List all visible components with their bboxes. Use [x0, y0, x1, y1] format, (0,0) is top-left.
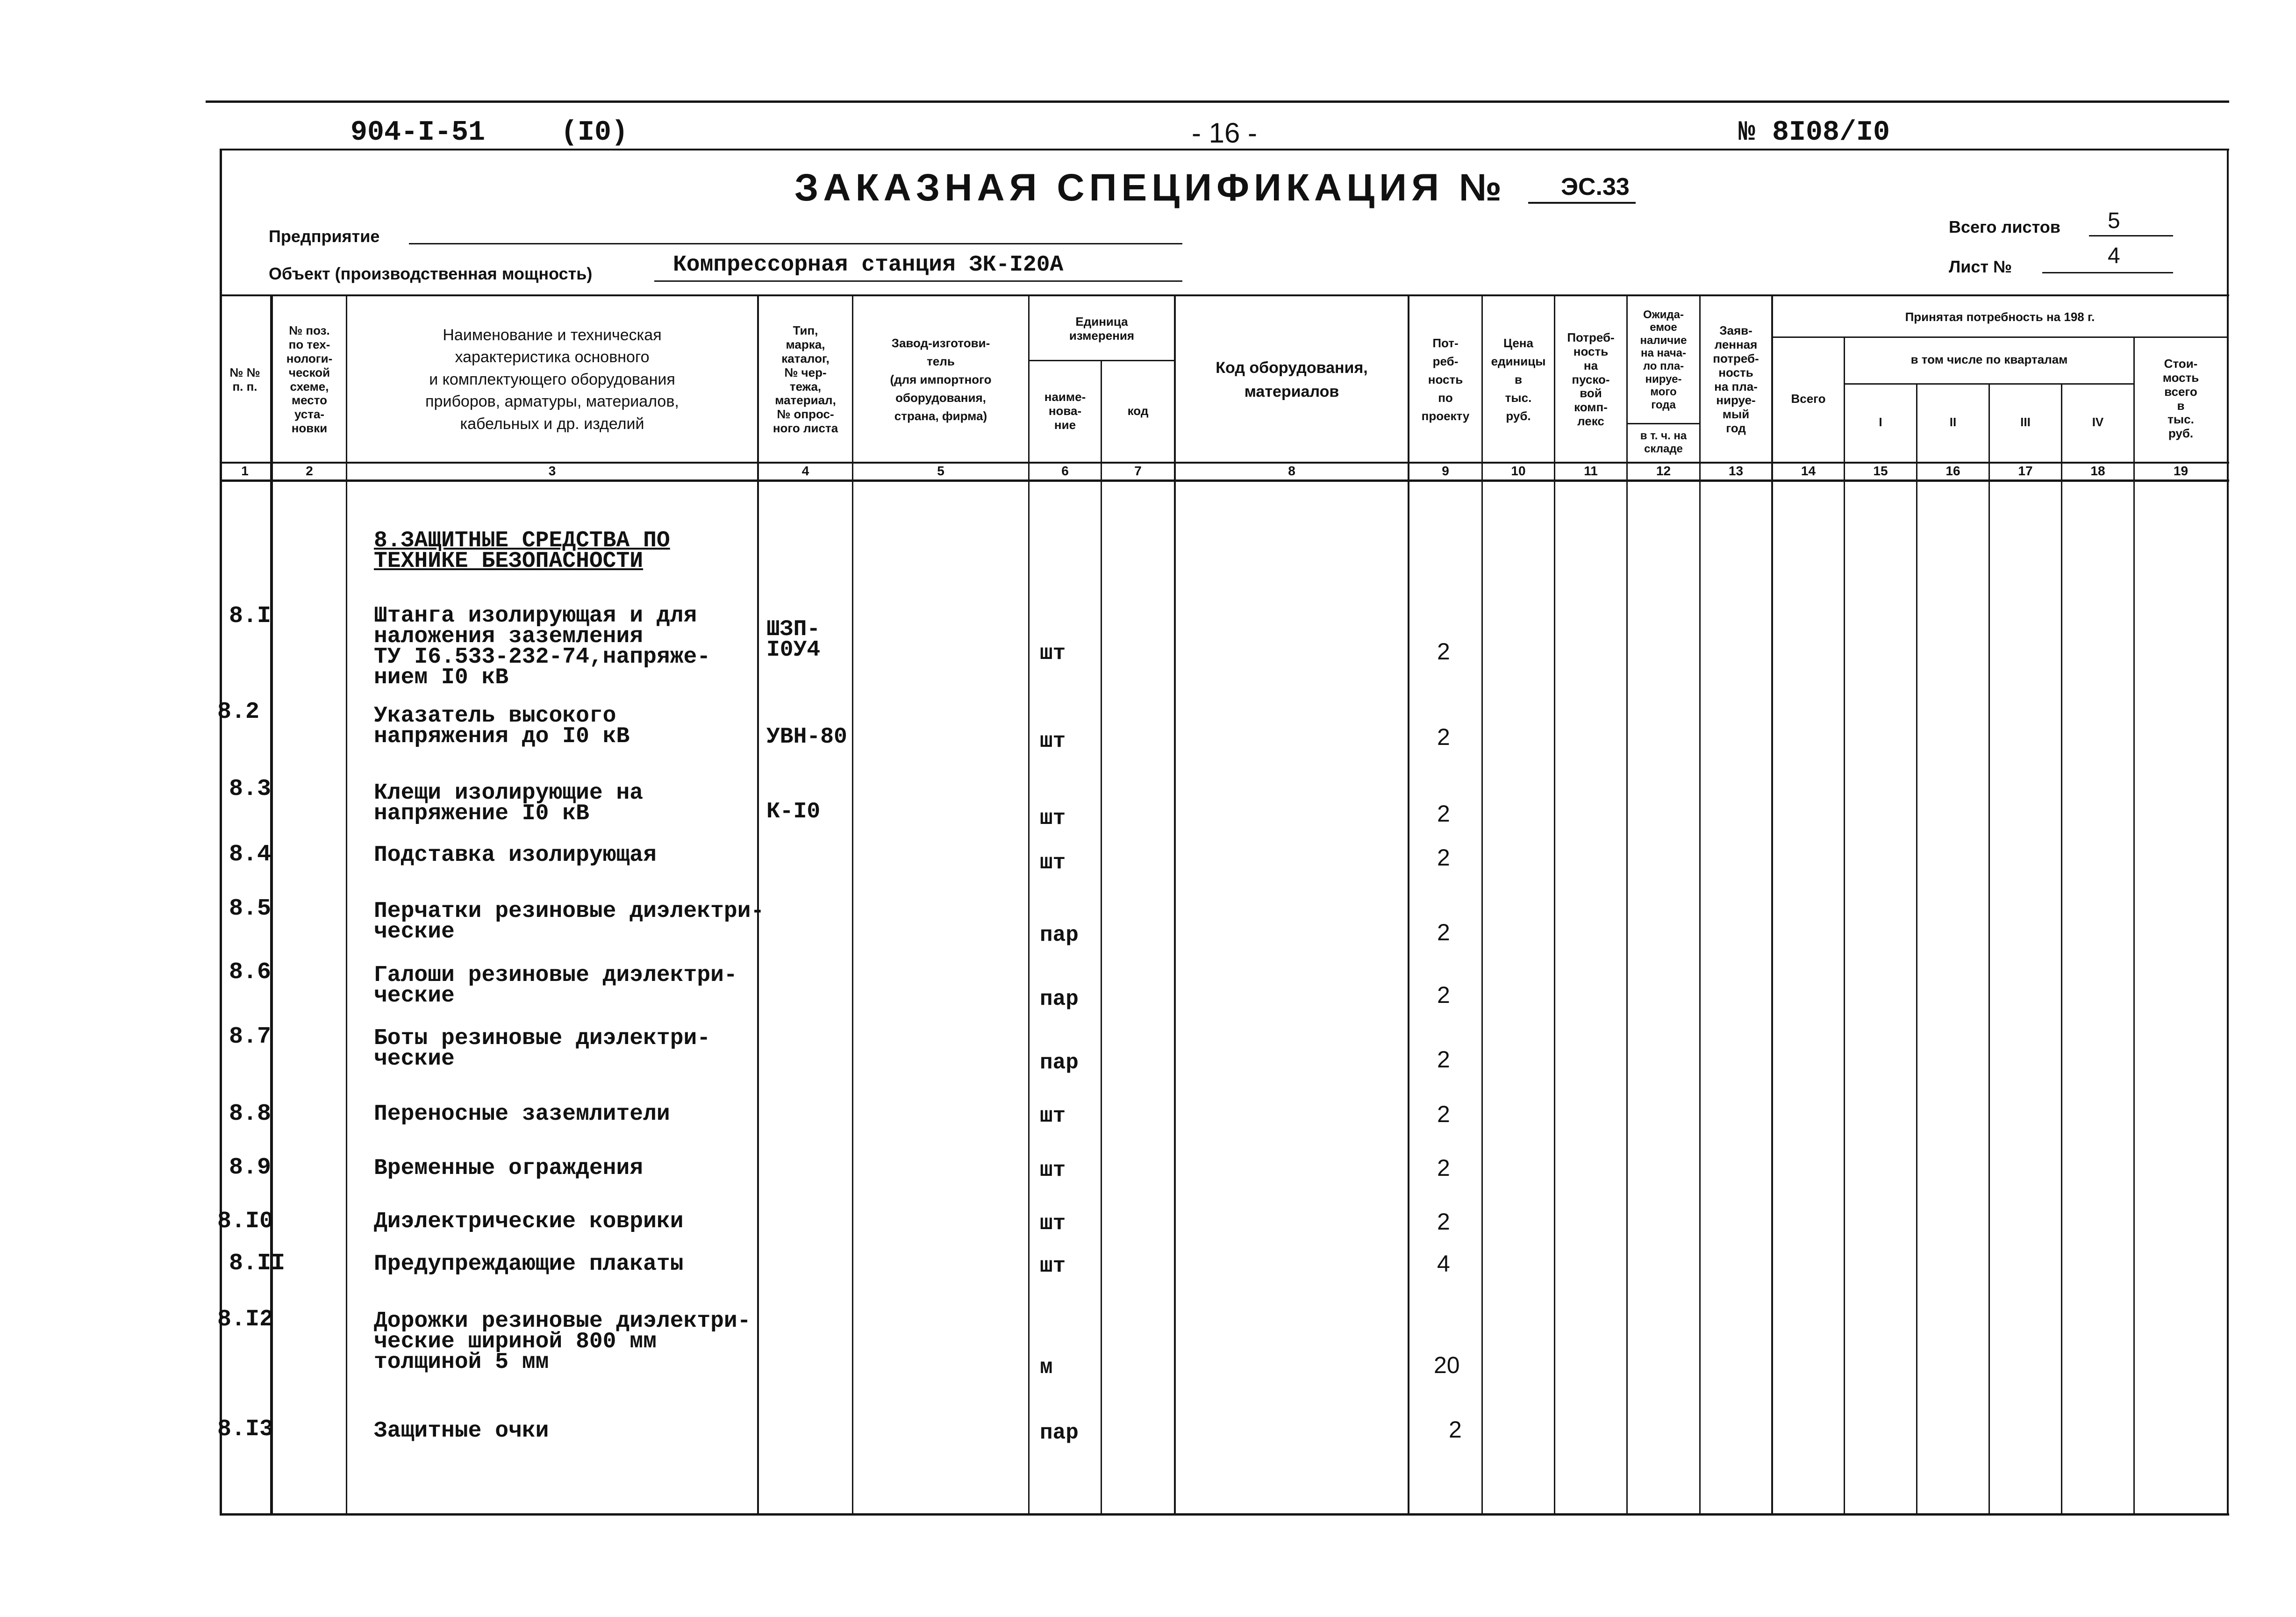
header-accepted: Принятая потребность на 198 г. — [1905, 310, 2095, 324]
row-name: Дорожки резиновые диэлектри- ческие шириной 800 мм толщиной 5 мм — [374, 1309, 751, 1375]
row-name: Боты резиновые диэлектри- ческие — [374, 1026, 711, 1072]
header-total: Всего — [1791, 391, 1826, 406]
spec-number: ЭС.33 — [1561, 173, 1630, 200]
row-number: 8.9 — [229, 1154, 272, 1181]
header-row-number: № № п. п. — [229, 365, 260, 394]
row-unit: шт — [1040, 1158, 1066, 1182]
row-quantity: 2 — [1437, 1046, 1450, 1073]
header-type: Тип, марка, каталог, № чер- тежа, материал, № опрос- ного листа — [772, 323, 838, 436]
header-in-stock: в т. ч. на складе — [1640, 429, 1687, 455]
row-number: 8.I2 — [217, 1306, 274, 1333]
row-unit: пар — [1040, 1421, 1079, 1445]
row-quantity: 2 — [1437, 1101, 1450, 1127]
row-name: Переносные заземлители — [374, 1102, 670, 1127]
row-quantity: 20 — [1434, 1352, 1460, 1378]
column-number: 9 — [1442, 464, 1449, 478]
enterprise-line — [409, 243, 1182, 244]
column-number: 18 — [2090, 464, 2105, 478]
header-q2: II — [1949, 415, 1957, 429]
row-quantity: 2 — [1449, 1417, 1462, 1443]
row-name: Указатель высокого напряжения до I0 кВ — [374, 703, 630, 749]
frame-right — [2227, 149, 2229, 1516]
column-number: 6 — [1061, 464, 1069, 478]
row-unit: м — [1040, 1355, 1053, 1380]
object-value: Компрессорная станция ЗК-I20А — [673, 252, 1064, 278]
column-number: 10 — [1511, 464, 1526, 478]
sheet-label: Лист № — [1949, 257, 2012, 276]
row-unit: шт — [1040, 1254, 1066, 1278]
row-unit: пар — [1040, 987, 1079, 1011]
object-line — [654, 280, 1182, 282]
page-number: - 16 - — [1192, 117, 1258, 149]
col-line-18 — [2133, 336, 2135, 1514]
row-name: Диэлектрические коврики — [374, 1209, 684, 1234]
row-number: 8.I3 — [217, 1416, 274, 1443]
row-name: Подставка изолирующая — [374, 843, 657, 868]
strip-underline — [220, 149, 2229, 150]
header-declared: Заяв- ленная потреб- ность на пла- нируе- мый год — [1713, 323, 1759, 436]
row-quantity: 2 — [1437, 982, 1450, 1008]
row-quantity: 2 — [1437, 844, 1450, 871]
column-number: 12 — [1656, 464, 1671, 478]
column-number: 13 — [1728, 464, 1744, 478]
row-name: Штанга изолирующая и для наложения заземления ТУ I6.533-232-74,напряже- нием I0 кВ — [374, 603, 711, 690]
row-number: 8.3 — [229, 776, 272, 802]
header-startup: Потреб- ность на пуско- вой комп- лекс — [1567, 330, 1615, 429]
row-quantity: 2 — [1437, 724, 1450, 750]
column-number: 5 — [937, 464, 944, 478]
column-numbers-line — [220, 479, 2229, 482]
unit-group-line — [1028, 360, 1174, 361]
row-number: 8.6 — [229, 959, 272, 986]
table-top-line — [220, 294, 2229, 296]
row-unit: пар — [1040, 1051, 1079, 1075]
doc-code: 904-I-51 — [350, 117, 486, 149]
row-name: Перчатки резиновые диэлектри- ческие — [374, 899, 765, 944]
column-number: 17 — [2018, 464, 2033, 478]
header-manufacturer: Завод-изготови- тель (для импортного оборудования, страна, фирма) — [890, 336, 992, 423]
row-quantity: 2 — [1437, 1209, 1450, 1235]
section-title: 8.ЗАЩИТНЫЕ СРЕДСТВА ПО ТЕХНИКЕ БЕЗОПАСНОСТИ — [374, 528, 670, 574]
col-line-15 — [1916, 383, 1917, 1514]
column-number: 7 — [1134, 464, 1142, 478]
row-number: 8.8 — [229, 1101, 272, 1127]
row-unit: шт — [1040, 641, 1066, 665]
row-number: 8.7 — [229, 1023, 272, 1050]
spec-number-line — [1528, 202, 1636, 204]
row-name: Защитные очки — [374, 1418, 549, 1444]
row-type: К-I0 — [766, 799, 821, 824]
row-quantity: 2 — [1437, 801, 1450, 827]
row-number: 8.5 — [229, 895, 272, 922]
row-unit: шт — [1040, 851, 1066, 875]
total-sheets-line — [2089, 235, 2173, 236]
row-unit: шт — [1040, 1211, 1066, 1236]
column-number: 15 — [1873, 464, 1888, 478]
total-sheets-label: Всего листов — [1949, 217, 2060, 236]
enterprise-label: Предприятие — [269, 227, 380, 246]
header-unit-group: Единица измерения — [1069, 315, 1135, 343]
header-q4: IV — [2092, 415, 2104, 429]
column-number: 16 — [1946, 464, 1960, 478]
header-position: № поз. по тех- нологи- ческой схеме, место уста- новки — [286, 323, 333, 436]
row-quantity: 2 — [1437, 919, 1450, 945]
row-number: 8.II — [229, 1250, 286, 1277]
frame-bottom — [220, 1513, 2229, 1516]
row-unit: шт — [1040, 806, 1066, 830]
header-unit-name: наиме- нова- ние — [1044, 390, 1086, 432]
row-unit: шт — [1040, 1104, 1066, 1128]
column-number: 1 — [241, 464, 249, 478]
row-name: Временные ограждения — [374, 1156, 644, 1181]
col-line-17 — [2061, 383, 2062, 1514]
header-equipment-code: Код оборудования, материалов — [1216, 358, 1368, 401]
column-number: 3 — [548, 464, 556, 478]
column-number: 2 — [306, 464, 313, 478]
archive-number: № 8I08/I0 — [1738, 117, 1890, 149]
object-label: Объект (производственная мощность) — [269, 264, 593, 283]
header-need: Пот- реб- ность по проекту — [1421, 336, 1470, 423]
row-number: 8.4 — [229, 841, 272, 868]
column-number: 14 — [1801, 464, 1816, 478]
row-number: 8.2 — [217, 699, 260, 725]
header-unit-code: код — [1127, 404, 1149, 418]
row-quantity: 2 — [1437, 638, 1450, 665]
row-unit: пар — [1040, 923, 1079, 947]
row-number: 8.I0 — [217, 1208, 274, 1235]
header-cost: Стои- мость всего в тыс. руб. — [2162, 356, 2199, 441]
row-quantity: 2 — [1437, 1155, 1450, 1181]
row-name: Предупреждающие плакаты — [374, 1252, 684, 1277]
header-price: Цена единицы в тыс. руб. — [1491, 336, 1546, 423]
header-quarters: в том числе по кварталам — [1910, 352, 2068, 367]
sheet-line — [2042, 272, 2173, 273]
column-number: 8 — [1288, 464, 1295, 478]
row-type: УВН-80 — [766, 724, 847, 750]
form-title: ЗАКАЗНАЯ СПЕЦИФИКАЦИЯ № — [794, 166, 1507, 209]
col-line-6 — [1101, 360, 1102, 1514]
column-number: 19 — [2173, 464, 2189, 478]
header-name: Наименование и техническая характеристика основного и комплектующего оборудования приборов, арматуры, материалов, кабельных и др. изделий — [425, 326, 679, 433]
row-name: Клещи изолирующие на напряжение I0 кВ — [374, 780, 644, 826]
top-border — [206, 100, 2229, 103]
col-line-14 — [1844, 336, 1845, 1514]
row-name: Галоши резиновые диэлектри- ческие — [374, 963, 737, 1009]
column-number: 4 — [801, 464, 809, 478]
row-number: 8.I — [229, 603, 272, 630]
row-quantity: 4 — [1437, 1251, 1450, 1277]
row-type: ШЗП- I0У4 — [766, 617, 821, 663]
sheet-value: 4 — [2108, 243, 2120, 268]
doc-part: (I0) — [561, 117, 629, 149]
header-expected: Ожида- емое наличие на нача- ло пла- нируе- мого года — [1640, 308, 1687, 411]
total-sheets-value: 5 — [2108, 208, 2120, 233]
col-line-16 — [1988, 383, 1990, 1514]
row-unit: шт — [1040, 729, 1066, 753]
column-number: 11 — [1584, 464, 1598, 478]
header-q1: I — [1879, 415, 1882, 429]
header-q3: III — [2020, 415, 2031, 429]
